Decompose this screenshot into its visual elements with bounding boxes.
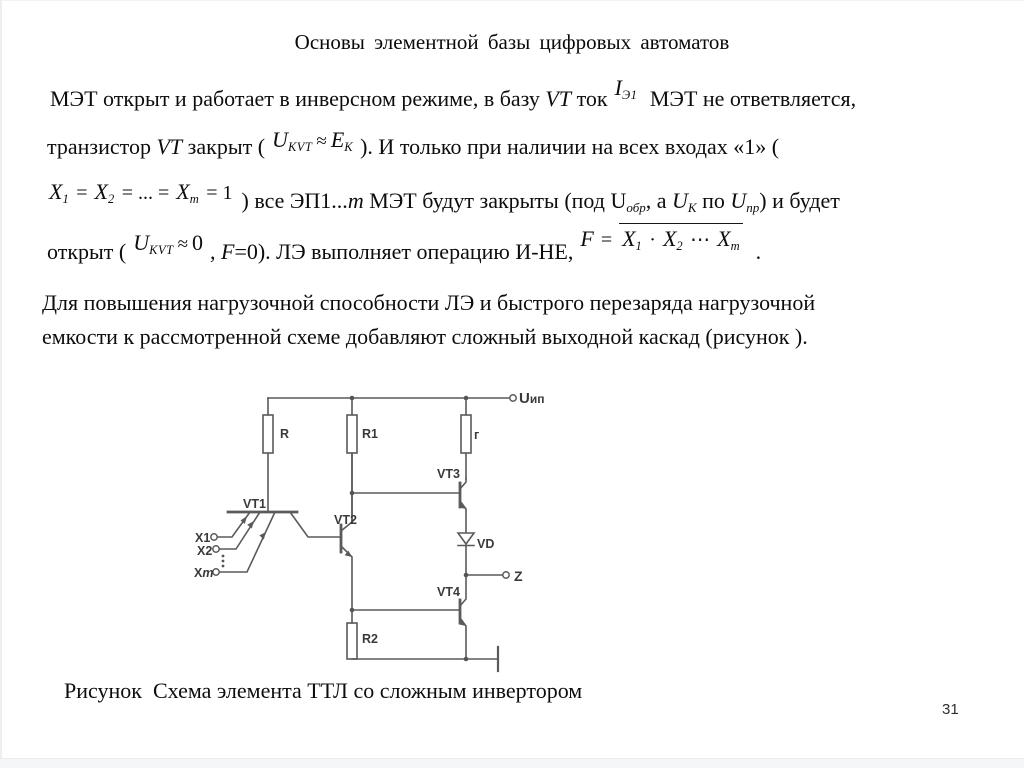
overline-group	[619, 223, 743, 254]
para2-line2: емкости к рассмотренной схеме добавляют сложный выходной каскад (рисунок ).	[42, 323, 808, 349]
formula-base: E	[330, 127, 345, 152]
text-run: ток	[571, 86, 608, 111]
terminal-xm	[213, 569, 219, 575]
junction-dot	[464, 657, 469, 662]
junction-dot	[350, 608, 355, 613]
text-run: МЭТ будут закрыты (под U	[363, 188, 627, 213]
formula-sub: K	[344, 140, 354, 154]
resistor-r3	[461, 415, 471, 453]
formula-base: U	[272, 127, 288, 152]
label-vt2: VT2	[334, 513, 357, 527]
label-z: Z	[514, 568, 523, 584]
formula-base: X	[662, 226, 677, 251]
text-run: ,	[210, 239, 221, 264]
equals: =	[595, 229, 618, 251]
label-power	[519, 390, 544, 407]
var-u: U	[672, 188, 688, 213]
terminal-z	[503, 572, 509, 578]
vt1-emitter3	[219, 512, 275, 572]
formula-base: X	[622, 226, 636, 251]
var-vt: VT	[156, 134, 183, 159]
text-run: открыт (	[47, 239, 127, 264]
formula-sub: m	[730, 239, 741, 253]
resistor-r1	[347, 415, 357, 453]
text-run: МЭТ не ответвляется,	[644, 86, 857, 111]
formula-ukvt-zero	[133, 230, 203, 258]
text-run: ) и будет	[759, 188, 840, 213]
cdots-operator: ⋯	[685, 229, 716, 251]
formula-sub: 2	[107, 192, 115, 206]
equals: =	[71, 182, 93, 204]
sub-obr: обр	[626, 200, 646, 215]
text-run: по	[696, 188, 731, 213]
slide-left-edge	[0, 0, 2, 767]
para1-line2	[47, 127, 780, 162]
formula-sub: Э1	[621, 88, 638, 102]
formula-base: X	[717, 226, 731, 251]
var-m: m	[347, 188, 364, 213]
vt1-emitter3-arrow	[259, 532, 266, 540]
sub-k: K	[687, 200, 697, 215]
terminal-x1	[211, 534, 217, 540]
text-run: , а	[645, 188, 673, 213]
formula-base: X	[176, 179, 190, 204]
formula-ukvt-ek	[272, 127, 353, 155]
equals-dots: = ... =	[116, 182, 175, 204]
formula-nand-output	[580, 223, 743, 254]
junction-dot	[464, 396, 469, 401]
text-run: ) все ЭП1...	[241, 188, 348, 213]
label-vt1: VT1	[243, 497, 266, 511]
junction-dot	[464, 573, 469, 578]
formula-base: F	[580, 226, 594, 251]
formula-sub: 1	[62, 192, 70, 206]
label-xm	[194, 566, 213, 580]
formula-base: I	[614, 75, 622, 100]
slide-top-edge	[0, 0, 1024, 1]
vt1-emitter1	[217, 512, 250, 537]
label-r2: R2	[362, 632, 378, 646]
terminal-x2	[213, 546, 219, 552]
label-power-sub: ип	[529, 392, 545, 406]
var-u: U	[730, 188, 747, 213]
var-f: F	[221, 239, 235, 264]
ttl-circuit-diagram	[110, 375, 580, 675]
approx-sign: ≈	[177, 234, 188, 255]
formula-sub: m	[189, 192, 200, 206]
label-x2: X2	[197, 544, 213, 558]
label-power-u: U	[519, 390, 530, 407]
formula-base: X	[94, 179, 108, 204]
label-vd: VD	[477, 537, 495, 551]
label-r1: R1	[362, 427, 378, 441]
label-vt4: VT4	[437, 585, 460, 599]
junction-dot	[350, 396, 355, 401]
text-run: транзистор	[47, 134, 157, 159]
para2-line1: Для повышения нагрузочной способности ЛЭ и быстрого перезаряда нагрузочной	[42, 290, 816, 315]
label-x1: X1	[195, 531, 211, 545]
label-vt3: VT3	[437, 467, 460, 481]
terminal-power	[510, 395, 516, 401]
para2	[42, 286, 982, 353]
dot-operator: ·	[644, 229, 661, 251]
ellipsis-dot	[222, 560, 225, 563]
formula-zero: 0	[192, 230, 203, 255]
formula-inputs-equal-one	[49, 179, 235, 207]
label-r3: г	[474, 428, 480, 442]
vt1-emitter2-arrow	[247, 521, 254, 529]
text-run: =0). ЛЭ выполняет операцию И-НЕ,	[234, 239, 574, 264]
resistor-r2	[347, 623, 357, 659]
formula-sub: 1	[635, 239, 643, 253]
sub-pr: пр	[746, 200, 760, 215]
label-xm-base: X	[194, 566, 203, 580]
ellipsis-dot	[222, 565, 225, 568]
approx-sign: ≈	[316, 131, 327, 152]
para1-line1	[50, 75, 857, 114]
text-run: .	[750, 239, 762, 264]
ellipsis-dot	[222, 555, 225, 558]
label-r: R	[280, 427, 290, 441]
formula-base: U	[133, 230, 150, 255]
equals-one: = 1	[201, 182, 233, 204]
resistor-r	[263, 415, 273, 453]
page-number: 31	[942, 701, 959, 718]
para1-line4	[47, 226, 762, 267]
formula-sub: KVT	[287, 140, 313, 154]
formula-base: X	[49, 179, 63, 204]
label-xm-sub: m	[202, 566, 214, 580]
formula-sub: 2	[676, 239, 684, 253]
para1-line3	[47, 179, 840, 216]
formula-sub: KVT	[149, 243, 174, 257]
junction-dot	[350, 491, 355, 496]
text-run: ). И только при наличии на всех входах «1» (	[360, 134, 780, 159]
figure-caption: Рисунок Схема элемента ТТЛ со сложным инвертором	[64, 678, 583, 703]
text-run: МЭТ открыт и работает в инверсном режиме, в базу	[50, 86, 546, 111]
vt1-emitter2	[219, 512, 260, 549]
text-run: закрыт (	[182, 134, 266, 159]
diode-vd-triangle	[458, 533, 474, 544]
page-title: Основы элементной базы цифровых автоматов	[294, 30, 730, 54]
formula-emitter-current	[615, 75, 638, 103]
var-vt: VT	[545, 86, 572, 111]
